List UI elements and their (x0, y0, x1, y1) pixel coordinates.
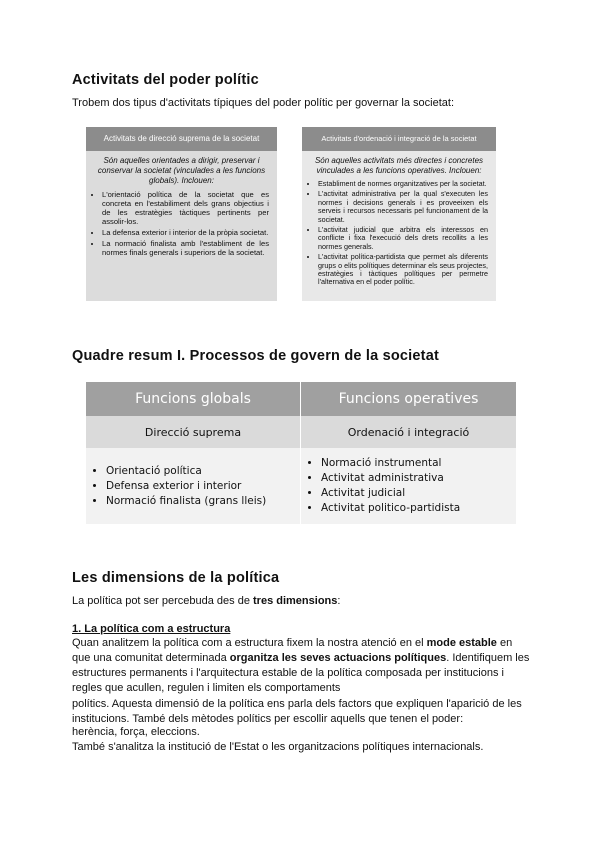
list-item: • La normació finalista amb l'establiment de les normes finals generals i superiors de la societat. (102, 239, 269, 257)
box-header: Activitats d'ordenació i integració de la societat (302, 127, 496, 151)
list-item: • L'activitat política-partidista que permet als diferents grups o elits polítiques determinar els seus projectes, estratègies i tàctiques polítiques per permetre l'alternativa en el poder polític. (318, 253, 488, 287)
list-item: • Activitat administrativa (321, 471, 516, 486)
box-direccio-suprema (86, 127, 277, 301)
box-header: Activitats de direcció suprema de la societat (86, 127, 277, 151)
table-cell-globals (86, 448, 301, 524)
table-subheader-ordenacio: Ordenació i integració (301, 416, 517, 448)
subsection-title-text: 1. La política com a estructura (72, 623, 231, 635)
list-item: • Orientació política (106, 464, 300, 479)
intro-text: La política pot ser percebuda des de (72, 595, 254, 607)
table-header-funcions-operatives: Funcions operatives (301, 382, 517, 416)
box-list (302, 180, 496, 287)
list-item: • Normació instrumental (321, 456, 516, 471)
section-title-activitats: Activitats del poder polític (72, 72, 259, 88)
text-run: . Identifiquem les estructures permanents i l'arquitectura estable de la política composada per institucions i regles que acullen, regulen i limiten els comportaments (72, 652, 530, 694)
list-item: • L'orientació política de la societat que es concreta en l'estabiliment dels grans objectius i de les estratègies tàctiques pertinents per assolir-los. (102, 190, 269, 226)
box-list (86, 190, 277, 257)
table-subheader-direccio: Direcció suprema (86, 416, 301, 448)
summary-table (86, 382, 516, 524)
section-title-quadre-resum: Quadre resum I. Processos de govern de la societat (72, 348, 439, 364)
table-cell-operatives (301, 448, 517, 524)
section-intro: Trobem dos tipus d'activitats típiques del poder polític per governar la societat: (72, 97, 455, 109)
text-run: en que una comunitat determinada (72, 637, 513, 664)
bold-run: mode estable (426, 637, 497, 649)
list-item: • Normació finalista (grans lleis) (106, 494, 300, 509)
box-ordenacio-integracio (302, 127, 496, 301)
section-title-dimensions: Les dimensions de la política (72, 570, 280, 586)
table-header-funcions-globals: Funcions globals (86, 382, 301, 416)
list-item: • Establiment de normes organitzatives per la societat. (318, 180, 488, 188)
list-item: • Activitat politico-partidista (321, 501, 516, 516)
list-item: • L'activitat judicial que arbitra els interessos en conflicte i fixa l'execució dels drets recollits a les normes generals. (318, 226, 488, 251)
paragraph-estructura (72, 636, 532, 696)
paragraph-institucions: polítics. Aquesta dimensió de la política ens parla dels factors que expliquen l'aparició de les institucions. També dels mètodes polítics per escollir aquells que tenen el poder: (72, 698, 522, 725)
box-intro: Són aquelles activitats més directes i concretes vinculades a les funcions operatives. Inclouen: (314, 156, 484, 175)
list-item: • L'activitat administrativa per la qual s'executen les normes i decisions generals i es proveeixen els serveis i recursos necessaris pel funcionament de la societat. (318, 190, 488, 224)
text-run: Quan analitzem la política com a estructura fixem la nostra atenció en el (72, 637, 427, 649)
list-item: • La defensa exterior i interior de la pròpia societat. (102, 228, 269, 237)
subsection-title (72, 622, 230, 637)
intro-bold: tres dimensions (253, 595, 338, 607)
dimensions-intro (72, 594, 532, 609)
bold-run: organitza les seves actuacions polítiques (229, 652, 447, 664)
paragraph-estat: També s'analitza la institució de l'Estat o les organitzacions polítiques internacionals. (72, 741, 484, 753)
intro-colon: : (337, 595, 341, 607)
list-item: • Defensa exterior i interior (106, 479, 300, 494)
list-item: • Activitat judicial (321, 486, 516, 501)
box-intro: Són aquelles orientades a dirigir, preservar i conservar la societat (vinculades a les funcions globals). Inclouen: (97, 156, 266, 185)
paragraph-metodes: herència, força, eleccions. (72, 726, 200, 738)
